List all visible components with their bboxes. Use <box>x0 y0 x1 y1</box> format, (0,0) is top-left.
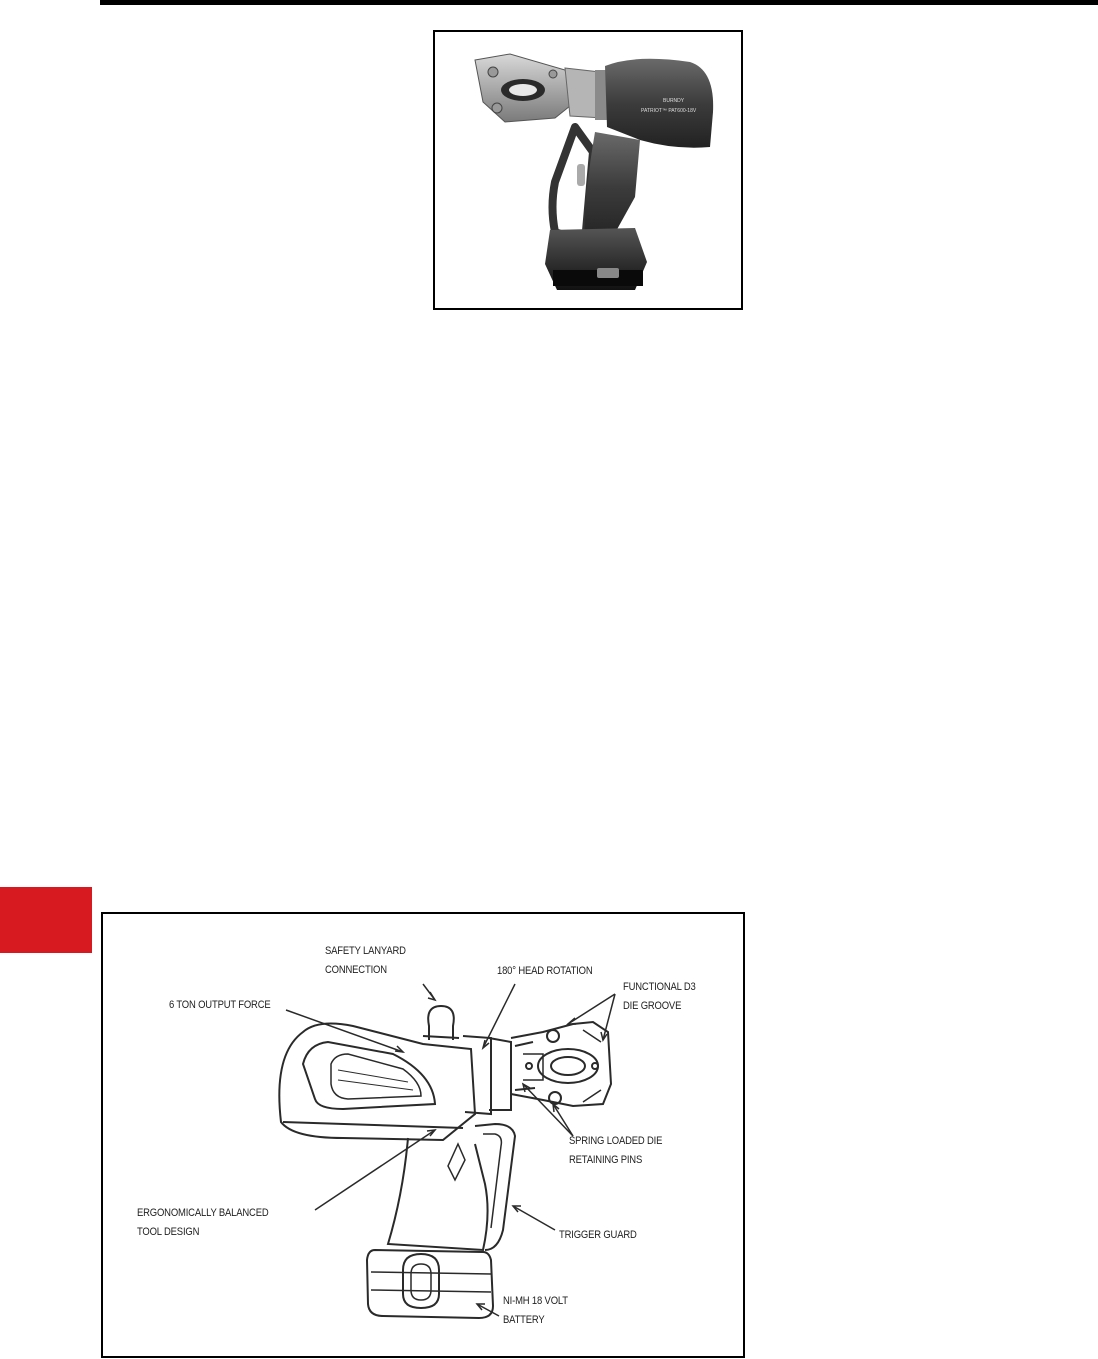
feature-diagram <box>101 912 745 1358</box>
tool-photo <box>433 30 743 310</box>
section-tab <box>0 887 92 953</box>
callout-spring-loaded-pins: SPRING LOADED DIE RETAINING PINS <box>569 1135 663 1166</box>
crimping-tool-photo-illustration <box>435 32 741 308</box>
callout-ergonomic-design: ERGONOMICALLY BALANCED TOOL DESIGN <box>137 1207 269 1238</box>
callout-output-force: 6 TON OUTPUT FORCE <box>169 999 271 1011</box>
callout-trigger-guard: TRIGGER GUARD <box>559 1229 637 1241</box>
callout-safety-lanyard: SAFETY LANYARD CONNECTION <box>325 945 406 976</box>
callout-head-rotation: 180° HEAD ROTATION <box>497 965 593 977</box>
model-label: PATRIOT™ PAT600-18V <box>641 108 697 114</box>
callout-leaders <box>286 984 615 1316</box>
header-rule <box>100 0 1098 5</box>
callout-functional-die-groove: FUNCTIONAL D3 DIE GROOVE <box>623 981 696 1012</box>
brand-label: BURNDY <box>663 98 685 104</box>
callout-battery: NI-MH 18 VOLT BATTERY <box>503 1295 568 1326</box>
